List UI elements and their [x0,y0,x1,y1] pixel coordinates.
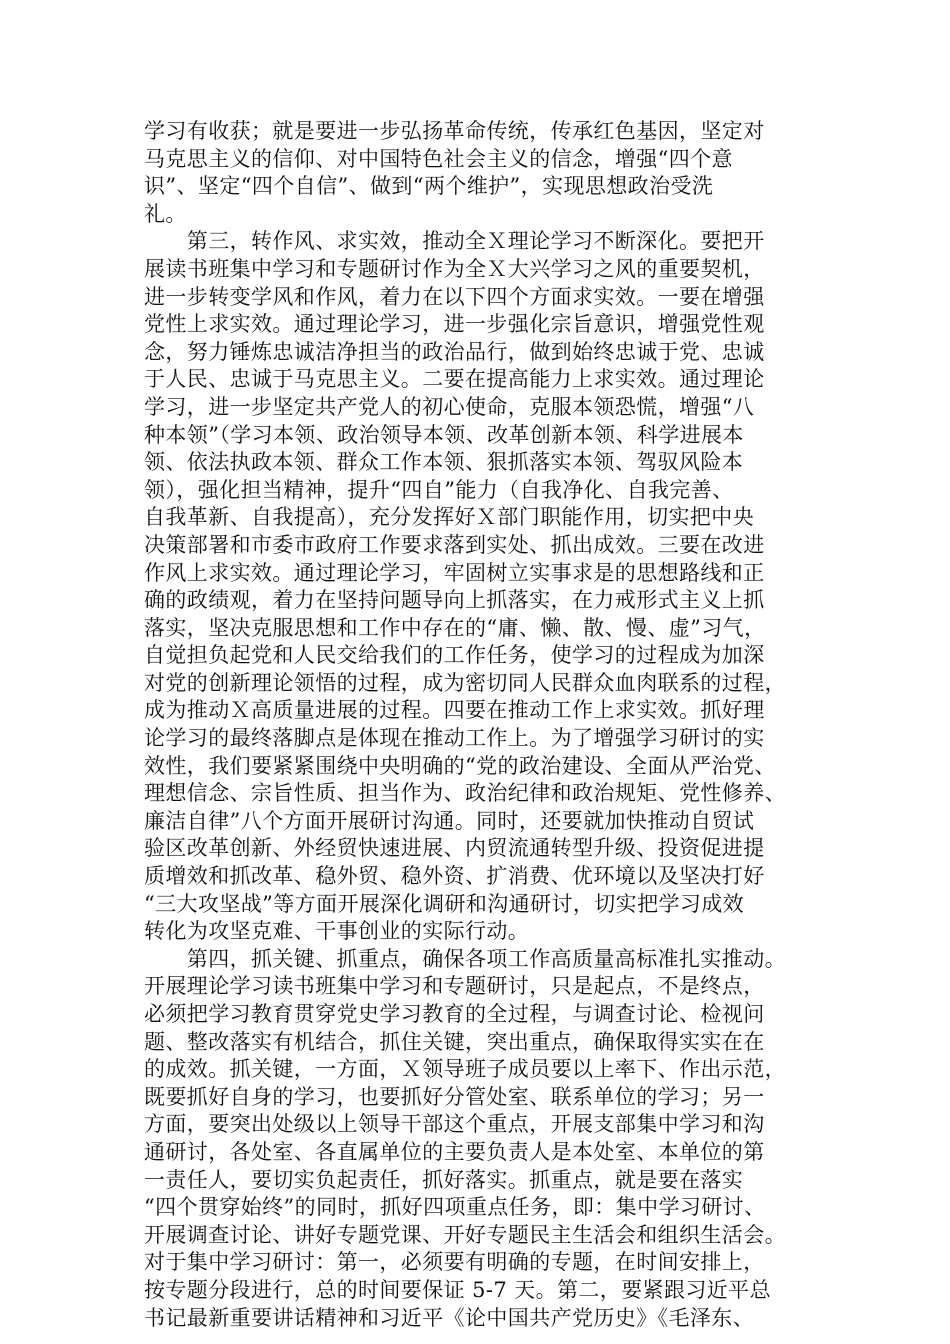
text-line: 对党的创新理论领悟的过程，成为密切同人民群众血肉联系的过程， [144,670,786,695]
text-line: 学习，进一步坚定共产党人的初心使命，克服本领恐慌，增强“八 [144,394,755,419]
text-line: 确的政绩观，着力在坚持问题导向上抓落实，在力戒形式主义上抓 [144,588,765,613]
text-line: 识”、坚定“四个自信”、做到“两个维护”，实现思想政治受洗 [144,174,714,199]
text-line: 通研讨，各处室、各直属单位的主要负责人是本处室、本单位的第 [144,1139,765,1164]
text-line: 转化为攻坚克难、干事创业的实际行动。 [144,919,530,944]
text-line: 论学习的最终落脚点是体现在推动工作上。为了增强学习研讨的实 [144,726,765,751]
text-line: 开展理论学习读书班集中学习和专题研讨，只是起点，不是终点， [144,974,765,999]
text-line: 效性，我们要紧紧围绕中央明确的“党的政治建设、全面从严治党、 [144,753,776,778]
text-line: 廉洁自律”八个方面开展研讨沟通。同时，还要就加快推动自贸试 [144,808,755,833]
text-line: 开展调查讨论、讲好专题党课、开好专题民主生活会和组织生活会。 [144,1222,786,1247]
text-line: 进一步转变学风和作风，着力在以下四个方面求实效。一要在增强 [144,284,765,309]
text-line: 对于集中学习研讨：第一，必须要有明确的专题，在时间安排上， [144,1250,765,1275]
text-line: 种本领”（学习本领、政治领导本领、改革创新本领、科学进展本 [144,422,744,447]
text-line: 质增效和抓改革、稳外贸、稳外资、扩消费、优环境以及坚决打好 [144,864,765,889]
text-line: 领、依法执政本领、群众工作本领、狠抓落实本领、驾驭风险本 [144,450,744,475]
text-line: 于人民、忠诚于马克思主义。二要在提高能力上求实效。通过理论 [144,367,765,392]
text-line: 的成效。抓关键，一方面，Ｘ领导班子成员要以上率下、作出示范， [144,1057,786,1082]
text-line: 自觉担负起党和人民交给我们的工作任务，使学习的过程成为加深 [144,643,765,668]
text-line: 展读书班集中学习和专题研讨作为全Ｘ大兴学习之风的重要契机， [144,256,765,281]
text-line: “三大攻坚战”等方面开展深化调研和沟通研讨，切实把学习成效 [144,891,745,916]
text-line: 学习有收获；就是要进一步弘扬革命传统，传承红色基因，坚定对 [144,119,765,143]
text-line: 作风上求实效。通过理论学习，牢固树立实事求是的思想路线和正 [144,560,765,585]
text-line: 方面，要突出处级以上领导干部这个重点，开展支部集中学习和沟 [144,1112,765,1137]
text-line: 按专题分段进行，总的时间要保证 5-7 天。第二，要紧跟习近平总 [144,1277,771,1302]
text-line: 第三，转作风、求实效，推动全Ｘ理论学习不断深化。要把开 [144,229,765,254]
text-line: 自我革新、自我提高），充分发挥好Ｘ部门职能作用，切实把中央 [144,505,755,530]
text-line: 落实，坚决克服思想和工作中存在的“庸、懒、散、慢、虚”习气， [144,615,766,640]
text-line: 书记最新重要讲话精神和习近平《论中国共产党历史》《毛泽东、 [144,1305,755,1330]
document-body [144,118,824,1332]
text-line: 礼。 [144,201,187,226]
text-line: 念，努力锤炼忠诚洁净担当的政治品行，做到始终忠诚于党、忠诚 [144,339,765,364]
text-line: 理想信念、宗旨性质、担当作为、政治纪律和政治规矩、党性修养、 [144,781,786,806]
text-line: 成为推动Ｘ高质量进展的过程。四要在推动工作上求实效。抓好理 [144,698,765,723]
text-line: 马克思主义的信仰、对中国特色社会主义的信念，增强“四个意 [144,146,733,171]
text-line: 党性上求实效。通过理论学习，进一步强化宗旨意识，增强党性观 [144,312,765,337]
text-line: 一责任人，要切实负起责任，抓好落实。抓重点，就是要在落实 [144,1167,744,1192]
text-line: 第四，抓关键、抓重点，确保各项工作高质量高标准扎实推动。 [144,946,786,971]
text-line: 必须把学习教育贯穿党史学习教育的全过程，与调查讨论、检视问 [144,1002,765,1026]
text-line: 题、整改落实有机结合，抓住关键，突出重点，确保取得实实在在 [144,1029,765,1054]
text-line: “四个贯穿始终”的同时，抓好四项重点任务，即：集中学习研讨、 [144,1195,766,1220]
text-line: 决策部署和市委市政府工作要求落到实处、抓出成效。三要在改进 [144,532,765,557]
text-line: 既要抓好自身的学习，也要抓好分管处室、联系单位的学习；另一 [144,1084,765,1109]
text-line: 领），强化担当精神，提升“四自”能力（自我净化、自我完善、 [144,477,734,502]
text-line: 验区改革创新、外经贸快速进展、内贸流通转型升级、投资促进提 [144,836,765,861]
